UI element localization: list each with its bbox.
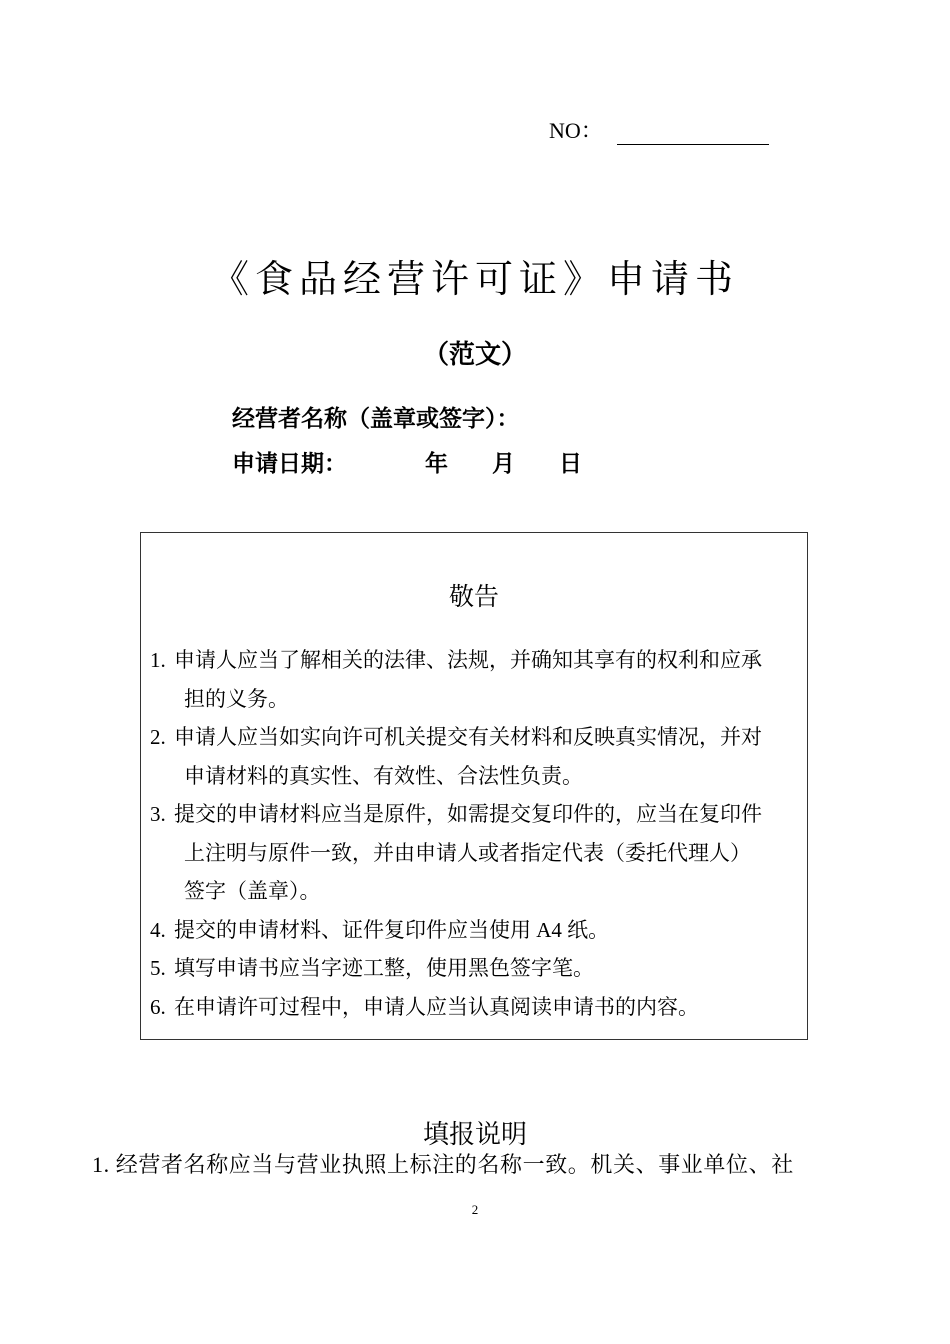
page-number: 2 (471, 1202, 479, 1217)
notice-item (150, 911, 805, 950)
notice-item-text: 在申请许可过程中，申请人应当认真阅读申请书的内容。 (174, 994, 699, 1019)
month-label: 月 (492, 451, 515, 477)
operator-name-field: 经营者名称（盖章或签字）： (232, 406, 520, 432)
notice-item (150, 795, 805, 911)
notice-item-text: 填写申请书应当字迹工整，使用黑色签字笔。 (174, 956, 594, 980)
instructions-title: 填报说明 (422, 1120, 527, 1150)
document-subtitle: （范文） (422, 340, 527, 370)
notice-item-number: 5. (150, 956, 166, 980)
notice-item-text: 提交的申请材料、证件复印件应当使用 A4 纸。 (174, 917, 610, 942)
notice-item-text: 申请人应当了解相关的法律、法规，并确知其享有的权利和应承 (174, 648, 762, 672)
notice-item-text: 签字（盖章）。 (184, 879, 321, 903)
notice-item-text: 申请人应当如实向许可机关提交有关材料和反映真实情况，并对 (174, 725, 762, 749)
notice-item-number: 4. (150, 917, 166, 942)
document-number-label: NO： (549, 118, 603, 143)
notice-item-text: 申请材料的真实性、有效性、合法性负责。 (184, 763, 583, 788)
instructions-item: 1. 经营者名称应当与营业执照上标注的名称一致。机关、事业单位、社 (92, 1152, 794, 1177)
day-label: 日 (559, 451, 582, 477)
year-label: 年 (425, 451, 448, 477)
notice-item-number: 1. (150, 648, 166, 672)
document-number (549, 114, 769, 145)
notice-title: 敬告 (448, 582, 499, 611)
notice-item-text: 上注明与原件一致，并由申请人或者指定代表（委托代理人） (184, 840, 751, 865)
notice-item (150, 988, 805, 1027)
document-title: 《食品经营许可证》申请书 (210, 257, 739, 301)
notice-list (150, 641, 805, 1026)
document-number-blank (617, 118, 769, 145)
notice-item-number: 6. (150, 994, 166, 1019)
notice-item-number: 2. (150, 725, 166, 749)
notice-item (150, 718, 805, 795)
notice-item-text: 担的义务。 (184, 686, 289, 711)
notice-item-text: 提交的申请材料应当是原件，如需提交复印件的，应当在复印件 (174, 802, 762, 826)
application-date-label: 申请日期： (232, 451, 347, 477)
notice-item (150, 641, 805, 718)
notice-item-number: 3. (150, 802, 166, 826)
notice-box (140, 532, 808, 1040)
application-date-field (232, 445, 582, 478)
notice-item (150, 949, 805, 988)
